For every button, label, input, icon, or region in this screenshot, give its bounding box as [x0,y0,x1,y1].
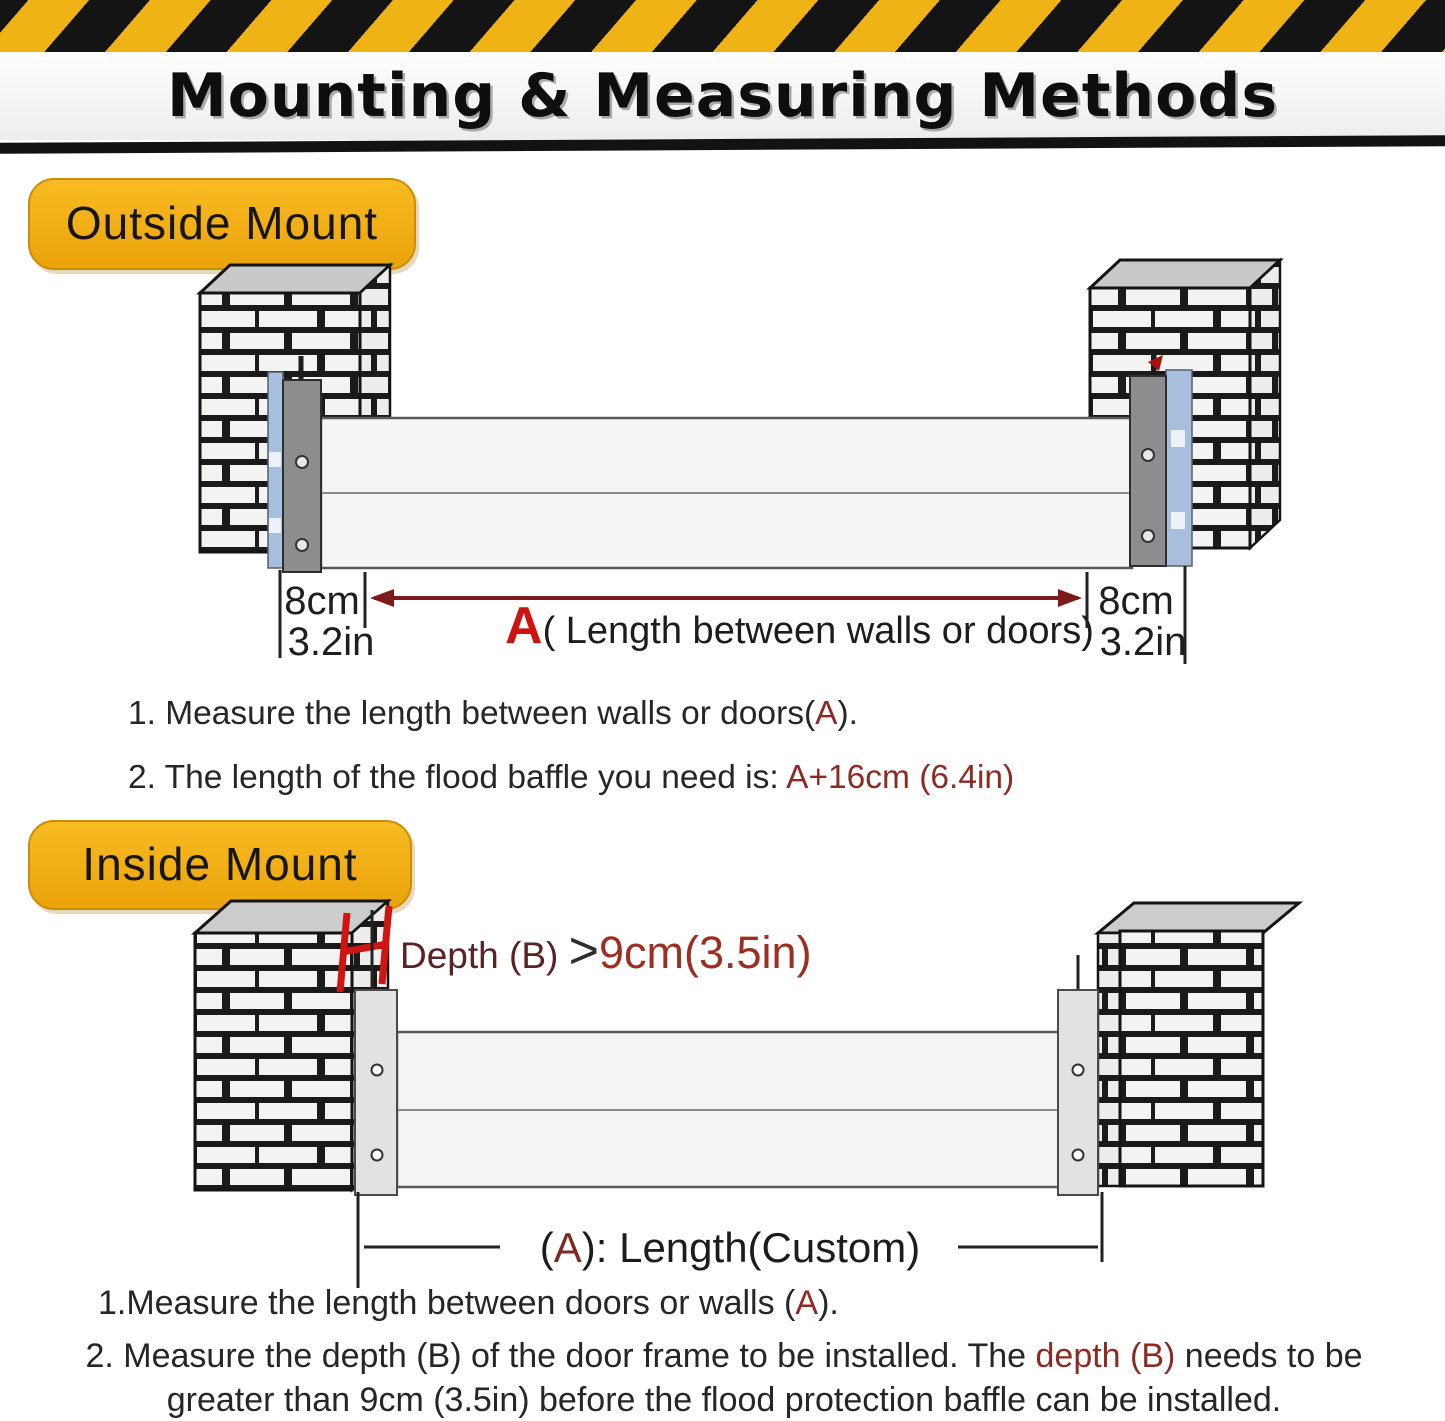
outside-mount-badge [28,178,416,270]
inside-left-bracket [355,990,397,1195]
length-label: (A): Length(Custom) [539,1224,921,1271]
left-dim-cm: 8cm [284,579,360,623]
header-banner [0,0,1445,158]
inside-mount-badge-label: Inside Mount [82,838,358,890]
outside-instructions [128,690,1308,817]
flood-barrier-panel [321,418,1132,568]
depth-label: Depth (B) >9cm(3.5in) [400,922,812,980]
outside-instruction-1: 1. Measure the length between walls or doors(A). [128,695,858,732]
inside-mount-diagram [0,888,1445,1290]
outside-right-bracket [1130,354,1192,566]
inside-instruction-1: 1.Measure the length between doors or walls (A). [98,1284,839,1322]
outside-mount-badge-label: Outside Mount [65,197,379,249]
title-band [0,52,1445,140]
right-dim-cm: 8cm [1098,579,1174,623]
inside-right-bracket [1058,955,1098,1195]
right-dim-in: 3.2in [1099,620,1187,664]
left-dim-in: 3.2in [287,620,375,664]
inside-right-pillar [1098,903,1299,1186]
flood-barrier-panel-inside [397,1032,1062,1187]
outside-mount-diagram [0,258,1445,680]
inside-instruction-2: 2. Measure the depth (B) of the door frame to be installed. The depth (B) needs to be greater than 9cm (3.5in) before the flood protection baffle can be installed. [85,1337,1363,1420]
outside-left-bracket [268,356,321,572]
length-arrow [370,589,1082,607]
page-title: Mounting & Measuring Methods [166,61,1279,131]
length-arrow-label: A( Length between walls or doors) [505,597,1094,655]
outside-instruction-2: 2. The length of the flood baffle you need is: A+16cm (6.4in) [128,758,1015,796]
